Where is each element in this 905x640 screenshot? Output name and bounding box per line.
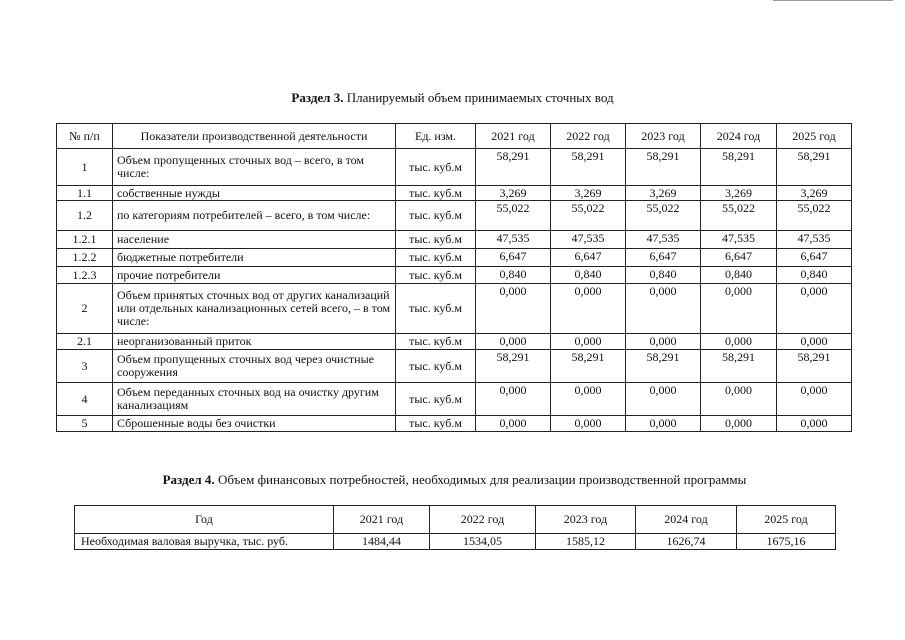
value-cell: 0,000	[701, 284, 777, 334]
value-cell: 1675,16	[737, 534, 836, 550]
header-cell: 2024 год	[636, 506, 737, 534]
value-cell: 0,000	[551, 284, 626, 334]
value-cell: 1534,05	[430, 534, 536, 550]
indicator-name: Объем пропущенных сточных вод – всего, в том числе:	[113, 149, 396, 186]
header-cell: Ед. изм.	[396, 124, 476, 149]
table-row	[57, 350, 852, 383]
table-row	[57, 201, 852, 231]
header-cell: Год	[75, 506, 334, 534]
row-number: 1.2	[57, 201, 113, 231]
unit-cell: тыс. куб.м	[396, 334, 476, 350]
value-cell: 6,647	[551, 249, 626, 267]
value-cell: 3,269	[777, 186, 852, 201]
section4-table	[74, 505, 836, 550]
value-cell: 58,291	[476, 149, 551, 186]
header-cell: 2023 год	[626, 124, 701, 149]
value-cell: 58,291	[626, 350, 701, 383]
header-cell: 2022 год	[551, 124, 626, 149]
value-cell: 55,022	[476, 201, 551, 231]
value-cell: 0,000	[476, 416, 551, 432]
unit-cell: тыс. куб.м	[396, 350, 476, 383]
header-cell: 2025 год	[777, 124, 852, 149]
value-cell: 0,000	[551, 416, 626, 432]
table-row	[75, 534, 836, 550]
value-cell: 55,022	[777, 201, 852, 231]
value-cell: 1484,44	[334, 534, 430, 550]
header-cell: 2021 год	[334, 506, 430, 534]
value-cell: 0,000	[701, 416, 777, 432]
unit-cell: тыс. куб.м	[396, 267, 476, 284]
table-header-row	[75, 506, 836, 534]
table-row	[57, 284, 852, 334]
row-number: 1	[57, 149, 113, 186]
value-cell: 55,022	[551, 201, 626, 231]
section4-title	[2, 472, 905, 488]
section3-title	[0, 90, 905, 106]
value-cell: 58,291	[777, 350, 852, 383]
unit-cell: тыс. куб.м	[396, 231, 476, 249]
header-cell: 2022 год	[430, 506, 536, 534]
indicator-name: Объем принятых сточных вод от других канализаций или отдельных канализационных сетей всего, – в том числе:	[113, 284, 396, 334]
value-cell: 0,000	[476, 284, 551, 334]
table-row	[57, 334, 852, 350]
row-number: 1.2.2	[57, 249, 113, 267]
section3-table-body	[57, 124, 852, 432]
unit-cell: тыс. куб.м	[396, 416, 476, 432]
value-cell: 0,840	[551, 267, 626, 284]
header-cell: Показатели производственной деятельности	[113, 124, 396, 149]
table-row	[57, 149, 852, 186]
value-cell: 0,000	[551, 334, 626, 350]
unit-cell: тыс. куб.м	[396, 284, 476, 334]
value-cell: 3,269	[551, 186, 626, 201]
section4-title-text: Объем финансовых потребностей, необходимых для реализации производственной программы	[214, 472, 747, 487]
table-row	[57, 267, 852, 284]
indicator-name: неорганизованный приток	[113, 334, 396, 350]
header-cell: 2024 год	[701, 124, 777, 149]
table-row	[57, 186, 852, 201]
value-cell: 1585,12	[536, 534, 636, 550]
value-cell: 6,647	[777, 249, 852, 267]
unit-cell: тыс. куб.м	[396, 149, 476, 186]
row-number: 1.2.3	[57, 267, 113, 284]
indicator-name: Объем пропущенных сточных вод через очистные сооружения	[113, 350, 396, 383]
row-number: 5	[57, 416, 113, 432]
value-cell: 47,535	[701, 231, 777, 249]
unit-cell: тыс. куб.м	[396, 201, 476, 231]
row-label: Необходимая валовая выручка, тыс. руб.	[75, 534, 334, 550]
value-cell: 58,291	[626, 149, 701, 186]
section3-title-text: Планируемый объем принимаемых сточных вод	[343, 90, 614, 105]
value-cell: 0,000	[626, 284, 701, 334]
section3-title-bold: Раздел 3.	[291, 90, 344, 105]
value-cell: 47,535	[476, 231, 551, 249]
value-cell: 55,022	[701, 201, 777, 231]
table-row	[57, 383, 852, 416]
value-cell: 0,840	[777, 267, 852, 284]
value-cell: 58,291	[701, 149, 777, 186]
indicator-name: население	[113, 231, 396, 249]
value-cell: 0,000	[476, 383, 551, 416]
indicator-name: по категориям потребителей – всего, в том числе:	[113, 201, 396, 231]
value-cell: 0,000	[777, 334, 852, 350]
unit-cell: тыс. куб.м	[396, 186, 476, 201]
value-cell: 0,840	[701, 267, 777, 284]
table-row	[57, 249, 852, 267]
value-cell: 0,000	[777, 383, 852, 416]
unit-cell: тыс. куб.м	[396, 383, 476, 416]
indicator-name: бюджетные потребители	[113, 249, 396, 267]
indicator-name: Объем переданных сточных вод на очистку другим канализациям	[113, 383, 396, 416]
value-cell: 3,269	[626, 186, 701, 201]
table-header-row	[57, 124, 852, 149]
row-number: 1.1	[57, 186, 113, 201]
table-row	[57, 231, 852, 249]
row-number: 1.2.1	[57, 231, 113, 249]
value-cell: 0,000	[777, 284, 852, 334]
value-cell: 0,000	[626, 416, 701, 432]
value-cell: 3,269	[476, 186, 551, 201]
indicator-name: Сброшенные воды без очистки	[113, 416, 396, 432]
value-cell: 47,535	[626, 231, 701, 249]
value-cell: 47,535	[777, 231, 852, 249]
value-cell: 0,000	[626, 334, 701, 350]
value-cell: 0,000	[777, 416, 852, 432]
value-cell: 58,291	[551, 350, 626, 383]
value-cell: 0,000	[701, 383, 777, 416]
row-number: 3	[57, 350, 113, 383]
value-cell: 0,000	[476, 334, 551, 350]
value-cell: 0,840	[476, 267, 551, 284]
header-cell: № п/п	[57, 124, 113, 149]
row-number: 2	[57, 284, 113, 334]
header-cell: 2021 год	[476, 124, 551, 149]
value-cell: 58,291	[701, 350, 777, 383]
value-cell: 58,291	[777, 149, 852, 186]
value-cell: 47,535	[551, 231, 626, 249]
unit-cell: тыс. куб.м	[396, 249, 476, 267]
top-edge-line	[773, 0, 893, 1]
row-number: 2.1	[57, 334, 113, 350]
value-cell: 6,647	[476, 249, 551, 267]
value-cell: 0,840	[626, 267, 701, 284]
value-cell: 6,647	[701, 249, 777, 267]
value-cell: 0,000	[551, 383, 626, 416]
value-cell: 55,022	[626, 201, 701, 231]
value-cell: 0,000	[626, 383, 701, 416]
section4-title-bold: Раздел 4.	[162, 472, 215, 487]
value-cell: 6,647	[626, 249, 701, 267]
header-cell: 2023 год	[536, 506, 636, 534]
value-cell: 58,291	[476, 350, 551, 383]
table-row	[57, 416, 852, 432]
value-cell: 1626,74	[636, 534, 737, 550]
value-cell: 0,000	[701, 334, 777, 350]
indicator-name: собственные нужды	[113, 186, 396, 201]
indicator-name: прочие потребители	[113, 267, 396, 284]
value-cell: 58,291	[551, 149, 626, 186]
header-cell: 2025 год	[737, 506, 836, 534]
section3-table	[56, 123, 852, 432]
row-number: 4	[57, 383, 113, 416]
value-cell: 3,269	[701, 186, 777, 201]
